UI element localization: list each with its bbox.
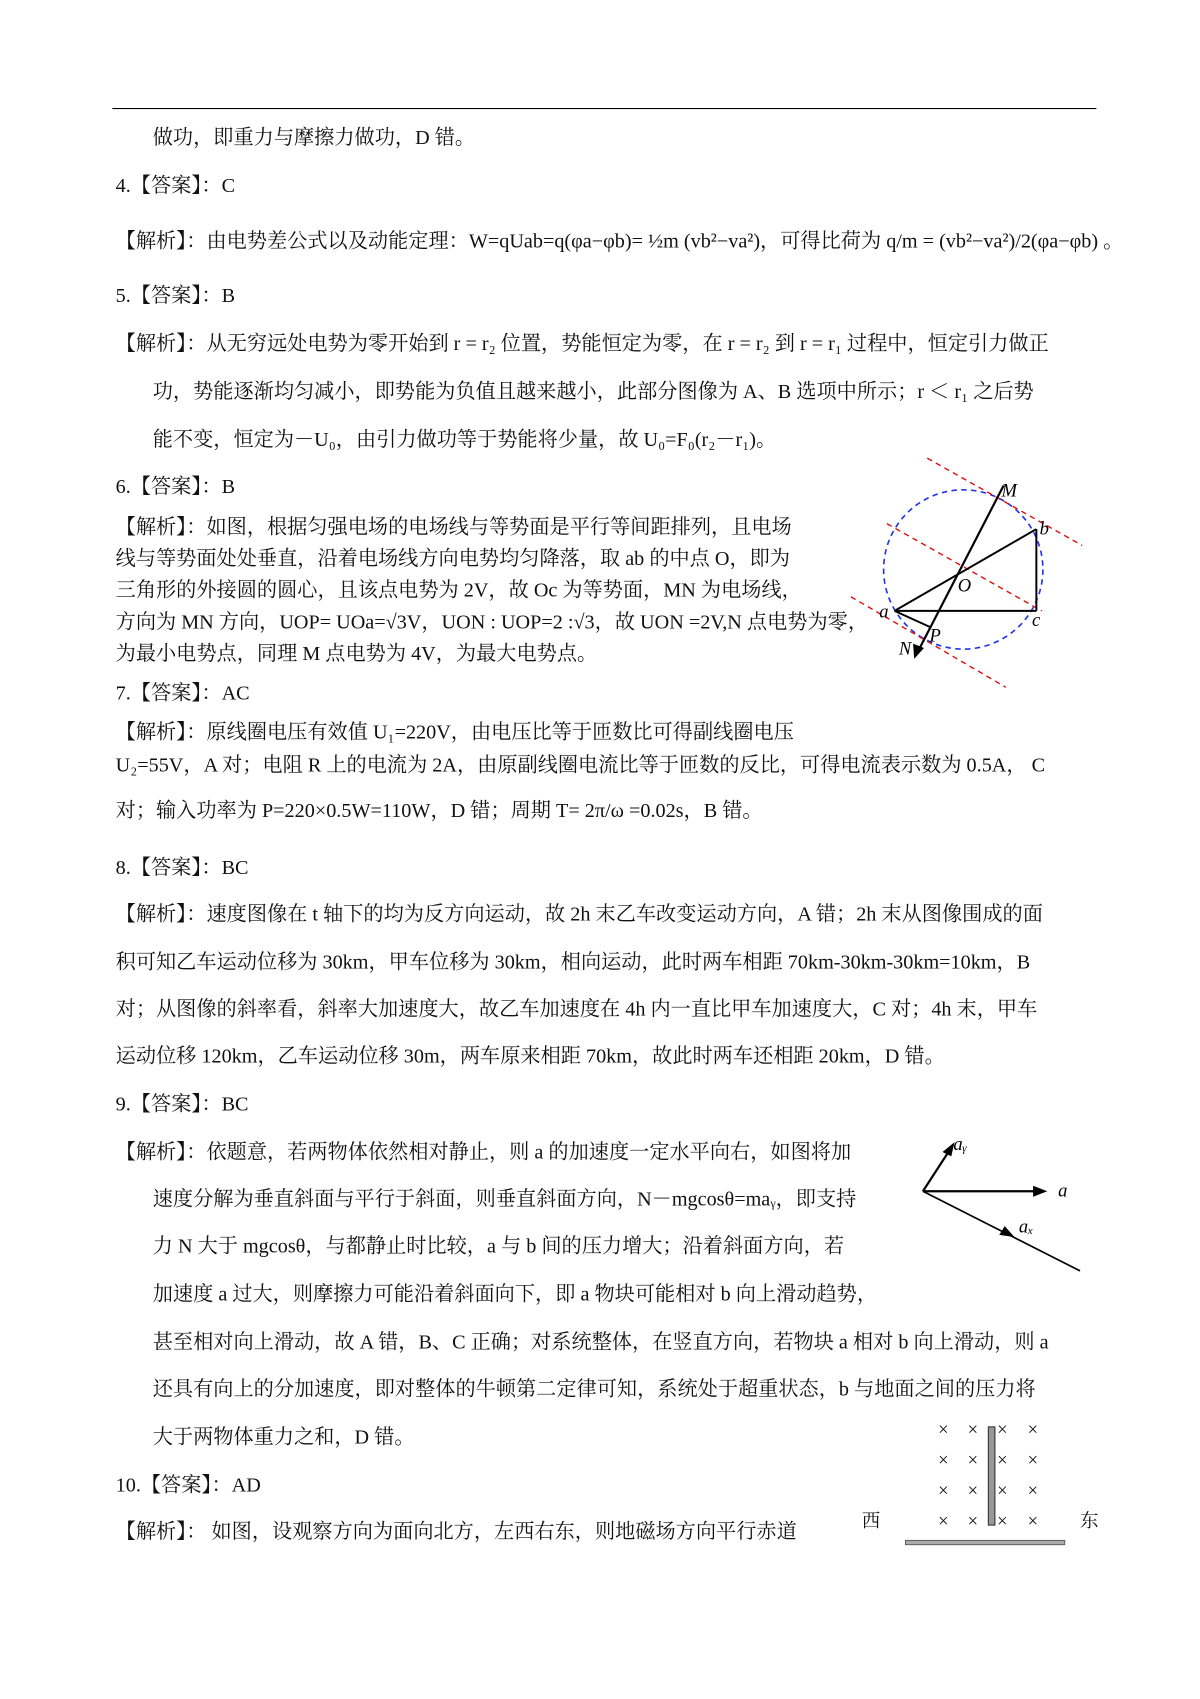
explanation-5: 【解析】：从无穷远处电势为零开始到 r = r₂ 位置，势能恒定为零，在 r = r₂ 到 r = r₁ 过程中，恒定引力做正	[115, 333, 1049, 356]
figure-9-acceleration-diagram	[905, 1135, 1101, 1277]
text-line: 力 N 大于 mgcosθ，与都静止时比较，a 与 b 间的压力增大；沿着斜面方向，若	[152, 1235, 845, 1258]
answer-6: 6.【答案】：B	[115, 476, 236, 499]
text-line: 运动位移 120km，乙车运动位移 30m，两车原来相距 70km，故此时两车还相距 20km，D 错。	[115, 1046, 945, 1068]
label-ax: aₓ	[1018, 1216, 1034, 1238]
explanation-6: 【解析】：如图，根据匀强电场的电场线与等势面是平行等间距排列，且电场	[115, 517, 792, 539]
explanation-10: 【解析】： 如图，设观察方向为面向北方，左西右东，则地磁场方向平行赤道	[115, 1521, 797, 1544]
text-line: 速度分解为垂直斜面与平行于斜面，则垂直斜面方向，N－mgcosθ=maᵧ，即支持	[152, 1189, 857, 1211]
explanation-4: 【解析】：由电势差公式以及动能定理：W=qUab=q(φa−φb)= ½m (vb²−va²)，可得比荷为 q/m = (vb²−va²)/2(φa−φb) 。	[115, 231, 1124, 254]
field-cross: ×	[1027, 1450, 1039, 1472]
field-cross: ×	[997, 1450, 1008, 1472]
field-cross: ×	[967, 1450, 979, 1472]
arrow-head-icon	[999, 1226, 1014, 1237]
label-b: b	[1039, 518, 1049, 540]
arrow-head-icon	[1033, 1186, 1047, 1197]
field-cross: ×	[997, 1480, 1008, 1502]
label-N: N	[898, 638, 912, 660]
equipotential-line	[887, 524, 1042, 611]
text-line: 还具有向上的分加速度，即对整体的牛顿第二定律可知，系统处于超重状态，b 与地面之间的压力将	[152, 1378, 1036, 1401]
label-O: O	[957, 575, 972, 597]
answer-5: 5.【答案】：B	[115, 285, 236, 308]
text-line: 积可知乙车运动位移为 30km，甲车位移为 30km，相向运动，此时两车相距 70km-30km-30km=10km，B	[115, 952, 1031, 975]
conductor-rod	[988, 1427, 995, 1525]
field-cross: ×	[967, 1511, 979, 1533]
answer-9: 9.【答案】：BC	[115, 1094, 249, 1116]
text-line: 能不变，恒定为－U₀，由引力做功等于势能将少量，故 U₀=F₀(r₂－r₁)。	[152, 429, 777, 452]
field-cross: ×	[938, 1450, 949, 1472]
text-line: 线与等势面处处垂直，沿着电场线方向电势均匀降落，取 ab 的中点 O，即为	[115, 548, 791, 571]
answer-4: 4.【答案】：C	[115, 175, 236, 198]
answer-7: 7.【答案】：AC	[115, 682, 250, 705]
text-line: 为最小电势点，同理 M 点电势为 4V，为最大电势点。	[115, 643, 598, 666]
header-rule	[112, 108, 1096, 109]
explanation-7: 【解析】：原线圈电压有效值 U₁=220V，由电压比等于匝数比可得副线圈电压	[115, 722, 794, 744]
label-west: 西	[861, 1511, 881, 1533]
field-cross: ×	[967, 1480, 979, 1502]
label-M: M	[1001, 480, 1017, 502]
field-cross: ×	[938, 1419, 949, 1441]
text-line: 方向为 MN 方向，UOP= UOa=√3V，UON : UOP=2 :√3，故 UON =2V,N 点电势为零，	[115, 611, 869, 634]
field-cross: ×	[938, 1480, 949, 1502]
text-line: 对；输入功率为 P=220×0.5W=110W，D 错；周期 T= 2π/ω =0.02s，B 错。	[115, 800, 763, 823]
equipotential-line	[927, 458, 1082, 545]
label-P: P	[929, 625, 941, 647]
label-east: 东	[1079, 1511, 1099, 1533]
text-line: 甚至相对向上滑动，故 A 错，B、C 正确；对系统整体，在竖直方向，若物块 a 相对 b 向上滑动，则 a	[152, 1331, 1049, 1354]
figure-6-circle-diagram	[840, 447, 1102, 698]
text-line: 功，势能逐渐均匀减小，即势能为负值且越来越小，此部分图像为 A、B 选项中所示；r ＜ r₁ 之后势	[152, 381, 1034, 404]
field-cross: ×	[1027, 1511, 1039, 1533]
field-cross: ×	[997, 1511, 1008, 1533]
explanation-9: 【解析】：依题意，若两物体依然相对静止，则 a 的加速度一定水平向右，如图将加	[115, 1142, 852, 1164]
text-line: U₂=55V，A 对；电阻 R 上的电流为 2A，由原副线圈电流比等于匝数的反比，可得电流表示数为 0.5A， C	[115, 754, 1046, 777]
ground-line	[905, 1540, 1064, 1544]
label-a: a	[1058, 1180, 1068, 1202]
answer-8: 8.【答案】：BC	[115, 857, 249, 880]
explanation-8: 【解析】：速度图像在 t 轴下的均为反方向运动，故 2h 末乙车改变运动方向，A 错；2h 末从图像围成的面	[115, 904, 1043, 927]
text-line: 做功，即重力与摩擦力做功，D 错。	[152, 127, 476, 150]
field-cross: ×	[1027, 1480, 1039, 1502]
field-cross: ×	[938, 1511, 949, 1533]
circumcircle	[884, 490, 1043, 649]
label-ay: aᵧ	[953, 1134, 967, 1155]
text-line: 对；从图像的斜率看，斜率大加速度大，故乙车加速度在 4h 内一直比甲车加速度大，C 对；4h 末，甲车	[115, 999, 1038, 1022]
label-c: c	[1031, 610, 1041, 632]
figure-10-magnetic-field-diagram	[851, 1407, 1113, 1560]
incline-line	[923, 1191, 1080, 1271]
label-a: a	[879, 601, 889, 623]
segment-ab	[895, 529, 1037, 611]
answer-10: 10.【答案】：AD	[115, 1474, 261, 1497]
field-cross: ×	[1027, 1419, 1039, 1441]
text-line: 三角形的外接圆的圆心，且该点电势为 2V，故 Oc 为等势面，MN 为电场线，	[115, 580, 802, 603]
field-cross: ×	[997, 1419, 1008, 1441]
arrow-head-icon	[913, 644, 924, 659]
text-line: 加速度 a 过大，则摩擦力可能沿着斜面向下，即 a 物块可能相对 b 向上滑动趋势，	[152, 1283, 878, 1306]
text-line: 大于两物体重力之和，D 错。	[152, 1426, 415, 1449]
segment-aP	[895, 611, 931, 627]
field-cross: ×	[967, 1419, 979, 1441]
